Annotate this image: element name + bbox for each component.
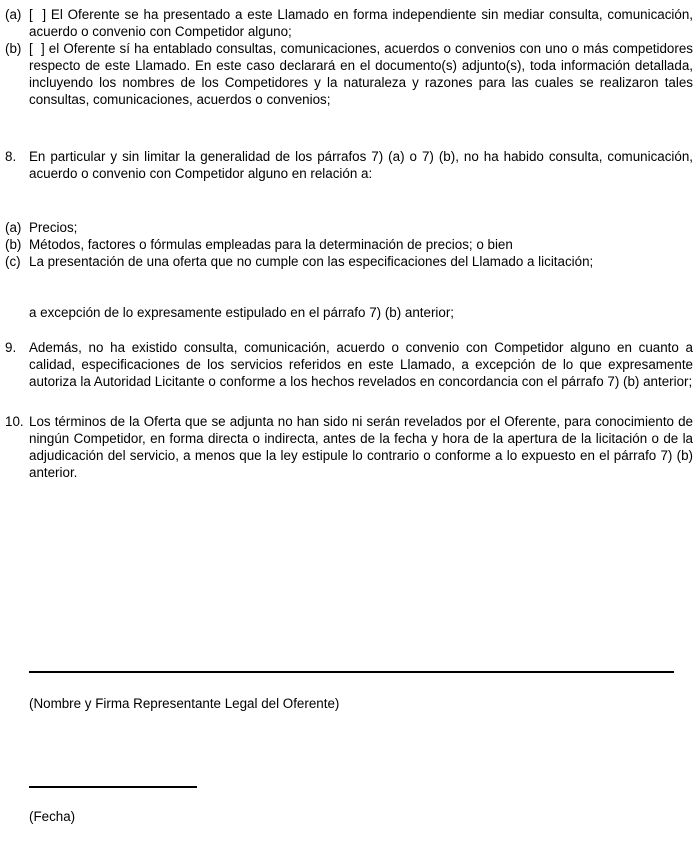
clause-9-number: 9. — [5, 340, 17, 355]
clause-10-row — [5, 413, 693, 481]
clause-b-checkbox[interactable]: [ ] — [29, 41, 45, 56]
clause-8c-label: (c) — [5, 254, 21, 269]
clause-10-number: 10. — [5, 414, 24, 429]
clause-8a-row — [5, 219, 693, 236]
document-page — [5, 6, 693, 825]
clause-8c-row — [5, 253, 693, 270]
clause-9-row — [5, 339, 693, 390]
clause-9-text: Además, no ha existido consulta, comunicación, acuerdo o convenio con Competidor alguno en cuanto a calidad, especificaciones de los servicios referidos en este Llamado, a excepción de lo que expresamente autoriza la Autoridad Licitante o conforme a los hechos revelados en concordancia con el párrafo 7) (b) anterior; — [29, 340, 693, 389]
clause-b-row — [5, 40, 693, 108]
clause-8b-text: Métodos, factores o fórmulas empleadas para la determinación de precios; o bien — [29, 237, 513, 252]
clause-8-row — [5, 148, 693, 182]
clause-a-checkbox[interactable]: [ ] — [29, 7, 47, 22]
clause-8c-text: La presentación de una oferta que no cumple con las especificaciones del Llamado a licitación; — [29, 254, 594, 269]
clause-8a-label: (a) — [5, 220, 22, 235]
clause-8-text: En particular y sin limitar la generalidad de los párrafos 7) (a) o 7) (b), no ha habido consulta, comunicación, acuerdo o convenio con Competidor alguno en relación a: — [29, 149, 693, 181]
date-line — [29, 786, 197, 788]
clause-a-row — [5, 6, 693, 40]
clause-a-label: (a) — [5, 7, 22, 22]
clause-8-number: 8. — [5, 149, 17, 164]
clause-8b-row — [5, 236, 693, 253]
clause-8a-text: Precios; — [29, 220, 78, 235]
date-caption: (Fecha) — [29, 809, 76, 824]
clause-b-text: el Oferente sí ha entablado consultas, comunicaciones, acuerdos o convenios con uno o más competidores respecto de este Llamado. En este caso declarará en el documento(s) adjunto(s), toda información detallada, incluyendo los nombres de los Competidores y la naturaleza y razones para las cuales se realizaron tales consultas, comunicaciones, acuerdos o convenios; — [29, 41, 693, 107]
clause-b-body — [29, 40, 693, 108]
clause-b-label: (b) — [5, 41, 22, 56]
clause-8b-label: (b) — [5, 237, 22, 252]
clause-8-exception: a excepción de lo expresamente estipulado en el párrafo 7) (b) anterior; — [29, 305, 455, 320]
signature-caption: (Nombre y Firma Representante Legal del Oferente) — [29, 696, 340, 711]
clause-a-text: El Oferente se ha presentado a este Llamado en forma independiente sin mediar consulta, comunicación, acuerdo o convenio con Competidor alguno; — [29, 7, 693, 39]
clause-a-body — [29, 6, 693, 40]
clause-10-text: Los términos de la Oferta que se adjunta no han sido ni serán revelados por el Oferente, para conocimiento de ningún Competidor, en forma directa o indirecta, antes de la fecha y hora de la apertura de la licitación o de la adjudicación del servicio, a menos que la ley estipule lo contrario o conforme a lo expuesto en el párrafo 7) (b) anterior. — [29, 414, 693, 480]
signature-line — [29, 671, 674, 673]
